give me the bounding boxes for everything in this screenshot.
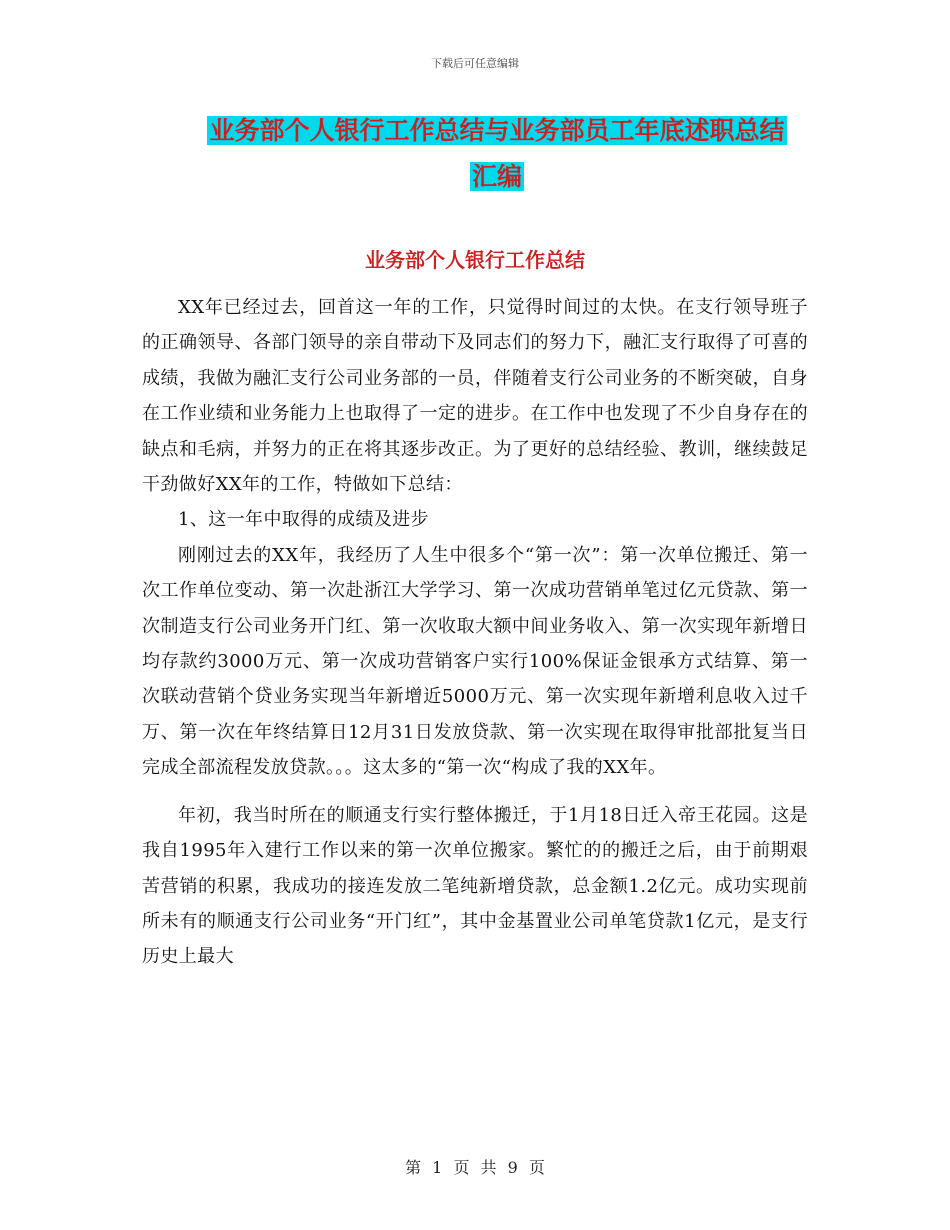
- body-section-heading: 1、这一年中取得的成绩及进步: [178, 509, 430, 531]
- page-number: 第 1 页 共 9 页: [405, 1158, 545, 1177]
- page-header-note: 下载后可任意编辑: [431, 57, 519, 70]
- body-paragraph-relocation: 年初，我当时所在的顺通支行实行整体搬迁，于1月18日迁入帝王花园。这是我自1995年入建行工作以来的第一次单位搬家。繁忙的的搬迁之后，由于前期艰苦营销的积累，我成功的接连发放二笔纯新增贷款，总金额1.2亿元。成功实现前所未有的顺通支行公司业务“开门红”，其中金基置业公司单笔贷款1亿元，是支行历史上最大: [142, 804, 808, 968]
- section-subtitle: 业务部个人银行工作总结: [365, 248, 585, 272]
- body-paragraph-firsts: 刚刚过去的XX年，我经历了人生中很多个“第一次”：第一次单位搬迁、第一次工作单位变动、第一次赴浙江大学学习、第一次成功营销单笔过亿元贷款、第一次制造支行公司业务开门红、第一次收取大额中间业务收入、第一次实现年新增日均存款约3000万元、第一次成功营销客户实行100%保证金银承方式结算、第一次联动营销个贷业务实现当年新增近5000万元、第一次实现年新增利息收入过千万、第一次在年终结算日12月31日发放贷款、第一次实现在取得审批部批复当日完成全部流程发放贷款。。。这太多的“第一次“构成了我的XX年。: [142, 544, 808, 779]
- document-title-line1: 业务部个人银行工作总结与业务部员工年底述职总结: [209, 116, 785, 145]
- body-paragraph-intro: XX年已经过去，回首这一年的工作，只觉得时间过的太快。在支行领导班子的正确领导、各部门领导的亲自带动下及同志们的努力下，融汇支行取得了可喜的成绩，我做为融汇支行公司业务部的一员，伴随着支行公司业务的不断突破，自身在工作业绩和业务能力上也取得了一定的进步。在工作中也发现了不少自身存在的缺点和毛病，并努力的正在将其逐步改正。为了更好的总结经验、教训，继续鼓足干劲做好XX年的工作，特做如下总结：: [142, 297, 808, 496]
- document-body: [142, 290, 808, 975]
- document-title: [186, 108, 808, 200]
- document-title-line2: 汇编: [471, 162, 522, 191]
